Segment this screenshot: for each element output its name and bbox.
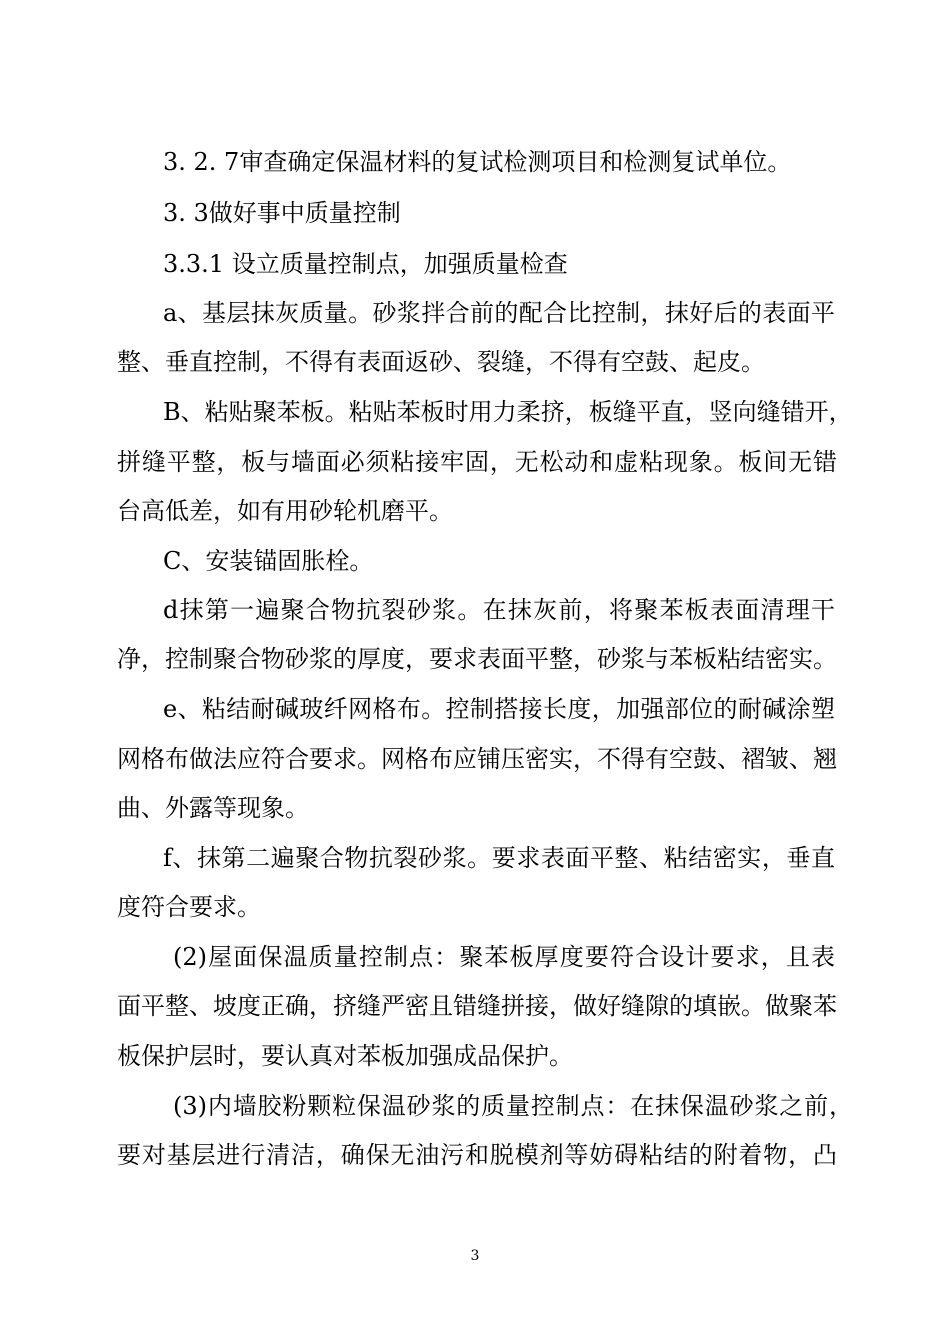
item-d-line-2: 净，控制聚合物砂浆的厚度，要求表面平整，砂浆与苯板粘结密实。 [117,645,837,673]
item-b-line-1: B、粘贴聚苯板。粘贴苯板时用力柔挤，板缝平直，竖向缝错开， [163,398,853,426]
item-3-line-1: (3)内墙胶粉颗粒保温砂浆的质量控制点：在抹保温砂浆之前， [173,1092,853,1120]
item-2-line-2: 面平整、坡度正确，挤缝严密且错缝拼接，做好缝隙的填嵌。做聚苯 [117,992,837,1020]
item-e-line-1: e、粘结耐碱玻纤网格布。控制搭接长度，加强部位的耐碱涂塑 [163,695,835,723]
item-c-line-1: C、安装锚固胀栓。 [163,547,374,575]
item-f-line-2: 度符合要求。 [117,893,261,921]
item-2-line-3: 板保护层时，要认真对苯板加强成品保护。 [117,1042,573,1070]
item-e-line-2: 网格布做法应符合要求。网格布应铺压密实，不得有空鼓、褶皱、翘 [117,745,837,773]
item-d-line-1: d抹第一遍聚合物抗裂砂浆。在抹灰前，将聚苯板表面清理干 [163,596,835,624]
item-e-line-3: 曲、外露等现象。 [117,794,309,822]
item-2-line-1: (2)屋面保温质量控制点：聚苯板厚度要符合设计要求，且表 [173,943,835,971]
section-3-3-heading: 3. 3做好事中质量控制 [163,199,401,227]
item-a-line-2: 整、垂直控制，不得有表面返砂、裂缝，不得有空鼓、起皮。 [117,348,765,376]
item-3-line-2: 要对基层进行清洁，确保无油污和脱模剂等妨碍粘结的附着物，凸 [117,1141,837,1169]
item-b-line-2: 拼缝平整，板与墙面必须粘接牢固，无松动和虚粘现象。板间无错 [117,448,837,476]
item-f-line-1: f、抹第二遍聚合物抗裂砂浆。要求表面平整、粘结密实，垂直 [163,844,835,872]
page-number: 3 [470,1248,480,1264]
section-3-3-1-heading: 3.3.1 设立质量控制点，加强质量检查 [163,250,568,278]
item-a-line-1: a、基层抹灰质量。砂浆拌合前的配合比控制，抹好后的表面平 [163,299,835,327]
item-b-line-3: 台高低差，如有用砂轮机磨平。 [117,497,453,525]
section-3-2-7: 3. 2. 7审查确定保温材料的复试检测项目和检测复试单位。 [163,148,792,176]
